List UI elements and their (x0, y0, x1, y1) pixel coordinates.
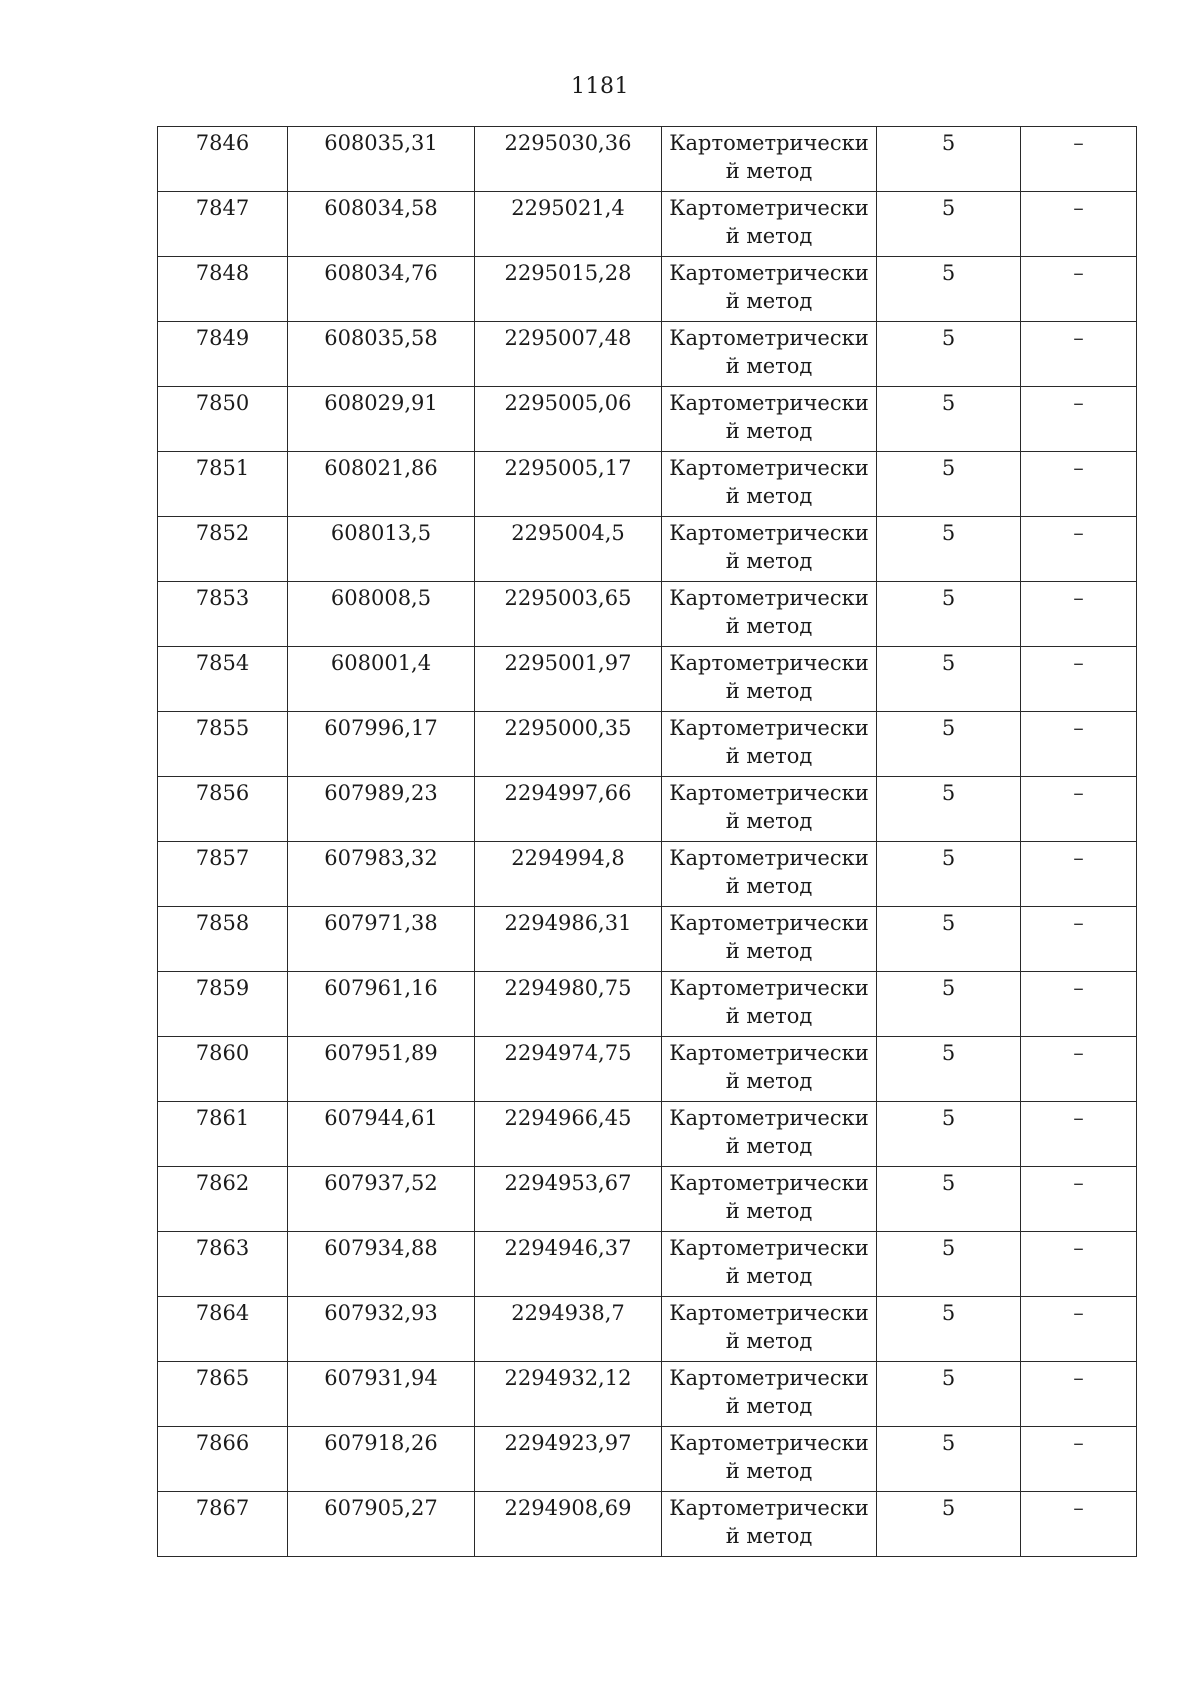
table-row (158, 127, 1137, 192)
accuracy-cell: 5 (877, 257, 1021, 322)
table-row (158, 1102, 1137, 1167)
page-number: 1181 (571, 74, 629, 99)
method-cell: Картометрически й метод (662, 127, 877, 192)
accuracy-cell: 5 (877, 1167, 1021, 1232)
y-coordinate-cell: 2294946,37 (475, 1232, 662, 1297)
note-cell: – (1021, 1297, 1137, 1362)
accuracy-cell: 5 (877, 972, 1021, 1037)
accuracy-cell: 5 (877, 192, 1021, 257)
method-cell: Картометрически й метод (662, 1362, 877, 1427)
x-coordinate-cell: 607971,38 (288, 907, 475, 972)
accuracy-cell: 5 (877, 452, 1021, 517)
accuracy-cell: 5 (877, 842, 1021, 907)
note-cell: – (1021, 1232, 1137, 1297)
x-coordinate-cell: 607961,16 (288, 972, 475, 1037)
point-number-cell: 7866 (158, 1427, 288, 1492)
note-cell: – (1021, 1492, 1137, 1557)
y-coordinate-cell: 2294908,69 (475, 1492, 662, 1557)
note-cell: – (1021, 452, 1137, 517)
note-cell: – (1021, 907, 1137, 972)
method-cell: Картометрически й метод (662, 192, 877, 257)
table-row (158, 582, 1137, 647)
accuracy-cell: 5 (877, 1297, 1021, 1362)
note-cell: – (1021, 1167, 1137, 1232)
table-row (158, 842, 1137, 907)
note-cell: – (1021, 647, 1137, 712)
method-cell: Картометрически й метод (662, 582, 877, 647)
note-cell: – (1021, 842, 1137, 907)
table-row (158, 517, 1137, 582)
x-coordinate-cell: 607944,61 (288, 1102, 475, 1167)
x-coordinate-cell: 608035,31 (288, 127, 475, 192)
method-cell: Картометрически й метод (662, 712, 877, 777)
y-coordinate-cell: 2295005,06 (475, 387, 662, 452)
point-number-cell: 7852 (158, 517, 288, 582)
y-coordinate-cell: 2294974,75 (475, 1037, 662, 1102)
y-coordinate-cell: 2295015,28 (475, 257, 662, 322)
x-coordinate-cell: 607996,17 (288, 712, 475, 777)
y-coordinate-cell: 2295000,35 (475, 712, 662, 777)
table-row (158, 1427, 1137, 1492)
table-row (158, 452, 1137, 517)
method-cell: Картометрически й метод (662, 842, 877, 907)
x-coordinate-cell: 608029,91 (288, 387, 475, 452)
y-coordinate-cell: 2295003,65 (475, 582, 662, 647)
table-row (158, 647, 1137, 712)
point-number-cell: 7863 (158, 1232, 288, 1297)
y-coordinate-cell: 2295004,5 (475, 517, 662, 582)
note-cell: – (1021, 1427, 1137, 1492)
method-cell: Картометрически й метод (662, 1102, 877, 1167)
note-cell: – (1021, 1102, 1137, 1167)
accuracy-cell: 5 (877, 1232, 1021, 1297)
note-cell: – (1021, 972, 1137, 1037)
y-coordinate-cell: 2295007,48 (475, 322, 662, 387)
point-number-cell: 7856 (158, 777, 288, 842)
accuracy-cell: 5 (877, 712, 1021, 777)
y-coordinate-cell: 2294980,75 (475, 972, 662, 1037)
table-row (158, 1037, 1137, 1102)
point-number-cell: 7858 (158, 907, 288, 972)
note-cell: – (1021, 257, 1137, 322)
table-row (158, 192, 1137, 257)
accuracy-cell: 5 (877, 777, 1021, 842)
method-cell: Картометрически й метод (662, 647, 877, 712)
note-cell: – (1021, 1362, 1137, 1427)
table-row (158, 712, 1137, 777)
point-number-cell: 7854 (158, 647, 288, 712)
coordinates-table (157, 126, 1137, 1557)
method-cell: Картометрически й метод (662, 1037, 877, 1102)
x-coordinate-cell: 607937,52 (288, 1167, 475, 1232)
y-coordinate-cell: 2294932,12 (475, 1362, 662, 1427)
table-row (158, 1167, 1137, 1232)
point-number-cell: 7853 (158, 582, 288, 647)
point-number-cell: 7865 (158, 1362, 288, 1427)
y-coordinate-cell: 2294938,7 (475, 1297, 662, 1362)
x-coordinate-cell: 608021,86 (288, 452, 475, 517)
x-coordinate-cell: 607983,32 (288, 842, 475, 907)
accuracy-cell: 5 (877, 322, 1021, 387)
table-row (158, 907, 1137, 972)
table-row (158, 972, 1137, 1037)
accuracy-cell: 5 (877, 387, 1021, 452)
point-number-cell: 7846 (158, 127, 288, 192)
point-number-cell: 7860 (158, 1037, 288, 1102)
point-number-cell: 7855 (158, 712, 288, 777)
x-coordinate-cell: 607934,88 (288, 1232, 475, 1297)
point-number-cell: 7857 (158, 842, 288, 907)
y-coordinate-cell: 2295021,4 (475, 192, 662, 257)
x-coordinate-cell: 607989,23 (288, 777, 475, 842)
table-row (158, 1492, 1137, 1557)
x-coordinate-cell: 607931,94 (288, 1362, 475, 1427)
table-row (158, 322, 1137, 387)
method-cell: Картометрически й метод (662, 1427, 877, 1492)
y-coordinate-cell: 2295005,17 (475, 452, 662, 517)
table-row (158, 1362, 1137, 1427)
y-coordinate-cell: 2295030,36 (475, 127, 662, 192)
x-coordinate-cell: 607951,89 (288, 1037, 475, 1102)
method-cell: Картометрически й метод (662, 972, 877, 1037)
x-coordinate-cell: 607932,93 (288, 1297, 475, 1362)
note-cell: – (1021, 712, 1137, 777)
table-row (158, 387, 1137, 452)
accuracy-cell: 5 (877, 647, 1021, 712)
note-cell: – (1021, 322, 1137, 387)
y-coordinate-cell: 2294997,66 (475, 777, 662, 842)
point-number-cell: 7867 (158, 1492, 288, 1557)
x-coordinate-cell: 608001,4 (288, 647, 475, 712)
accuracy-cell: 5 (877, 1427, 1021, 1492)
note-cell: – (1021, 582, 1137, 647)
accuracy-cell: 5 (877, 907, 1021, 972)
method-cell: Картометрически й метод (662, 1232, 877, 1297)
accuracy-cell: 5 (877, 582, 1021, 647)
note-cell: – (1021, 777, 1137, 842)
y-coordinate-cell: 2294986,31 (475, 907, 662, 972)
accuracy-cell: 5 (877, 1492, 1021, 1557)
y-coordinate-cell: 2295001,97 (475, 647, 662, 712)
y-coordinate-cell: 2294994,8 (475, 842, 662, 907)
note-cell: – (1021, 192, 1137, 257)
x-coordinate-cell: 608008,5 (288, 582, 475, 647)
method-cell: Картометрически й метод (662, 1492, 877, 1557)
method-cell: Картометрически й метод (662, 452, 877, 517)
table-row (158, 777, 1137, 842)
y-coordinate-cell: 2294953,67 (475, 1167, 662, 1232)
accuracy-cell: 5 (877, 517, 1021, 582)
point-number-cell: 7864 (158, 1297, 288, 1362)
x-coordinate-cell: 607905,27 (288, 1492, 475, 1557)
coordinates-table-body (158, 127, 1137, 1557)
x-coordinate-cell: 608035,58 (288, 322, 475, 387)
method-cell: Картометрически й метод (662, 387, 877, 452)
point-number-cell: 7862 (158, 1167, 288, 1232)
accuracy-cell: 5 (877, 127, 1021, 192)
x-coordinate-cell: 608034,76 (288, 257, 475, 322)
y-coordinate-cell: 2294923,97 (475, 1427, 662, 1492)
x-coordinate-cell: 608013,5 (288, 517, 475, 582)
method-cell: Картометрически й метод (662, 1297, 877, 1362)
method-cell: Картометрически й метод (662, 322, 877, 387)
point-number-cell: 7859 (158, 972, 288, 1037)
method-cell: Картометрически й метод (662, 777, 877, 842)
y-coordinate-cell: 2294966,45 (475, 1102, 662, 1167)
method-cell: Картометрически й метод (662, 1167, 877, 1232)
table-row (158, 257, 1137, 322)
table-row (158, 1297, 1137, 1362)
point-number-cell: 7848 (158, 257, 288, 322)
accuracy-cell: 5 (877, 1102, 1021, 1167)
note-cell: – (1021, 127, 1137, 192)
point-number-cell: 7851 (158, 452, 288, 517)
accuracy-cell: 5 (877, 1037, 1021, 1102)
note-cell: – (1021, 1037, 1137, 1102)
accuracy-cell: 5 (877, 1362, 1021, 1427)
point-number-cell: 7850 (158, 387, 288, 452)
note-cell: – (1021, 517, 1137, 582)
method-cell: Картометрически й метод (662, 257, 877, 322)
method-cell: Картометрически й метод (662, 907, 877, 972)
point-number-cell: 7861 (158, 1102, 288, 1167)
note-cell: – (1021, 387, 1137, 452)
x-coordinate-cell: 608034,58 (288, 192, 475, 257)
point-number-cell: 7847 (158, 192, 288, 257)
point-number-cell: 7849 (158, 322, 288, 387)
table-row (158, 1232, 1137, 1297)
method-cell: Картометрически й метод (662, 517, 877, 582)
x-coordinate-cell: 607918,26 (288, 1427, 475, 1492)
